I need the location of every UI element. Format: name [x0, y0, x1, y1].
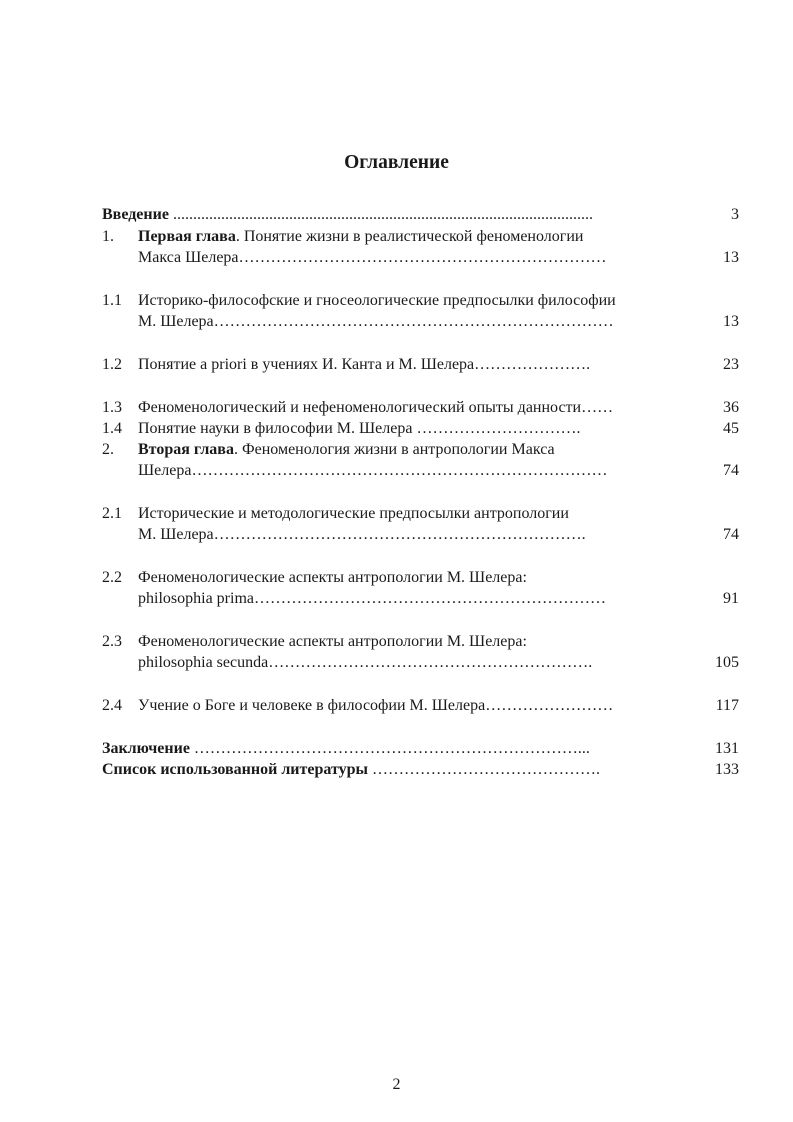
toc-entry-text: [138, 525, 687, 545]
toc-entry-label: Шелера: [138, 462, 192, 479]
toc-entry-chapter-1[interactable]: [102, 227, 739, 247]
toc-entry-dots: …………………………………………………….: [268, 654, 593, 671]
toc-entry-2-2[interactable]: [102, 568, 739, 588]
toc-entry-text: [138, 398, 687, 418]
page-number: 2: [392, 1076, 401, 1093]
toc-entry-text: [138, 312, 687, 332]
toc-entry-number: 2.3: [102, 633, 122, 650]
toc-entry-label-bold: Вторая глава: [138, 441, 234, 458]
toc-entry-label: М. Шелера: [138, 526, 214, 543]
toc-entry-label: Исторические и методологические предпосылки антропологии: [138, 505, 569, 522]
toc-entry-1-1[interactable]: [102, 291, 739, 311]
toc-entry-dots: ……: [581, 399, 614, 416]
toc-entry-text: [138, 461, 687, 481]
toc-entry-label-bold: Список использованной литературы: [102, 761, 368, 778]
toc-entry-page: 105: [715, 654, 739, 671]
toc-entry-number: 1.: [102, 228, 114, 245]
toc-entry-dots: ……………………………………………………………: [238, 249, 607, 266]
toc-entry-page: 117: [715, 697, 739, 714]
toc-entry-text: [138, 227, 687, 247]
toc-entry-text: [138, 632, 687, 652]
toc-entry-dots: …………………………………………………………: [253, 590, 606, 607]
toc-entry-text: [138, 248, 687, 268]
toc-entry-label: Феноменологические аспекты антропологии М. Шелера:: [138, 569, 527, 586]
toc-entry-text: [138, 355, 687, 375]
toc-entry-1-4[interactable]: [102, 419, 739, 439]
toc-entry-conclusion[interactable]: [102, 739, 739, 759]
toc-entry-bibliography[interactable]: [102, 760, 739, 780]
toc-entry-text: [102, 205, 687, 225]
toc-entry-2-4[interactable]: [102, 696, 739, 716]
toc-entry-2-3-cont[interactable]: [102, 653, 739, 673]
toc-entry-number: 2.4: [102, 697, 122, 714]
toc-entry-intro[interactable]: [102, 205, 739, 225]
toc-entry-text: [138, 419, 687, 439]
toc-entry-number: 1.4: [102, 420, 122, 437]
toc-entry-2-2-cont[interactable]: [102, 589, 739, 609]
toc-entry-dots: ……………………: [485, 697, 614, 714]
toc-entry-chapter-2-cont[interactable]: [102, 461, 739, 481]
toc-entry-text: [138, 504, 687, 524]
toc-entry-label: Понятие науки в философии М. Шелера: [138, 420, 413, 437]
toc-entry-text: [102, 760, 687, 780]
toc-entry-number: 1.3: [102, 399, 122, 416]
toc-entry-1-3[interactable]: [102, 398, 739, 418]
toc-entry-text: [138, 589, 687, 609]
toc-entry-2-1[interactable]: [102, 504, 739, 524]
toc-entry-number: 2.: [102, 441, 114, 458]
toc-entry-2-3[interactable]: [102, 632, 739, 652]
toc-entry-label: philosophia secunda: [138, 654, 269, 671]
toc-entry-dots: ……………………………………………………………………: [191, 462, 608, 479]
page-title: Оглавление: [344, 152, 449, 173]
toc-entry-label: philosophia prima: [138, 590, 254, 607]
toc-entry-dots: ………………………….: [412, 420, 581, 437]
toc-entry-label: Историко-философские и гносеологические предпосылки философии: [138, 292, 616, 309]
toc-entry-text: [138, 440, 687, 460]
toc-entry-number: 1.1: [102, 292, 122, 309]
toc-entry-label: М. Шелера: [138, 313, 214, 330]
toc-entry-page: 91: [723, 590, 739, 607]
toc-entry-dots: ………………………………………………………………...: [189, 740, 590, 757]
toc-entry-number: 2.1: [102, 505, 122, 522]
toc-entry-dots: ………………….: [474, 356, 591, 373]
toc-entry-label-bold: Первая глава: [138, 228, 236, 245]
toc-entry-dots: …………………………………….: [368, 761, 600, 778]
toc-entry-label: Понятие a priori в учениях И. Канта и М. Шелера: [138, 356, 475, 373]
toc-entry-2-1-cont[interactable]: [102, 525, 739, 545]
toc-entry-label: Феноменологические аспекты антропологии М. Шелера:: [138, 633, 527, 650]
toc-entry-label: . Понятие жизни в реалистической феноменологии: [235, 228, 584, 245]
toc-entry-1-2[interactable]: [102, 355, 739, 375]
toc-entry-page: 13: [723, 249, 739, 266]
toc-entry-number: 2.2: [102, 569, 122, 586]
toc-entry-number: 1.2: [102, 356, 122, 373]
toc-entry-text: [102, 739, 687, 759]
toc-entry-label: Макса Шелера: [138, 249, 239, 266]
toc-entry-chapter-2[interactable]: [102, 440, 739, 460]
toc-entry-page: 74: [723, 462, 739, 479]
toc-entry-page: 13: [723, 313, 739, 330]
toc-entry-text: [138, 653, 687, 673]
toc-entry-page: 23: [723, 356, 739, 373]
toc-entry-dots: .........................................................................................................: [168, 206, 593, 223]
toc-entry-label-bold: Введение: [102, 206, 169, 223]
toc-entry-page: 74: [723, 526, 739, 543]
toc-entry-text: [138, 568, 687, 588]
toc-entry-text: [138, 291, 687, 311]
toc-entry-page: 45: [723, 420, 739, 437]
toc-entry-dots: …………………………………………………………………: [213, 313, 614, 330]
toc-entry-1-1-cont[interactable]: [102, 312, 739, 332]
toc-entry-text: [138, 696, 687, 716]
toc-entry-label: Феноменологический и нефеноменологический опыты данности: [138, 399, 582, 416]
toc-entry-chapter-1-cont[interactable]: [102, 248, 739, 268]
toc-entry-page: 131: [715, 740, 739, 757]
toc-entry-dots: …………………………………………………………….: [213, 526, 586, 543]
toc-entry-label: . Феноменология жизни в антропологии Макса: [233, 441, 555, 458]
toc-entry-page: 36: [723, 399, 739, 416]
toc-entry-label-bold: Заключение: [102, 740, 190, 757]
toc-entry-page: 133: [715, 761, 739, 778]
toc-entry-page: 3: [731, 206, 739, 223]
toc-entry-label: Учение о Боге и человеке в философии М. Шелера: [138, 697, 486, 714]
